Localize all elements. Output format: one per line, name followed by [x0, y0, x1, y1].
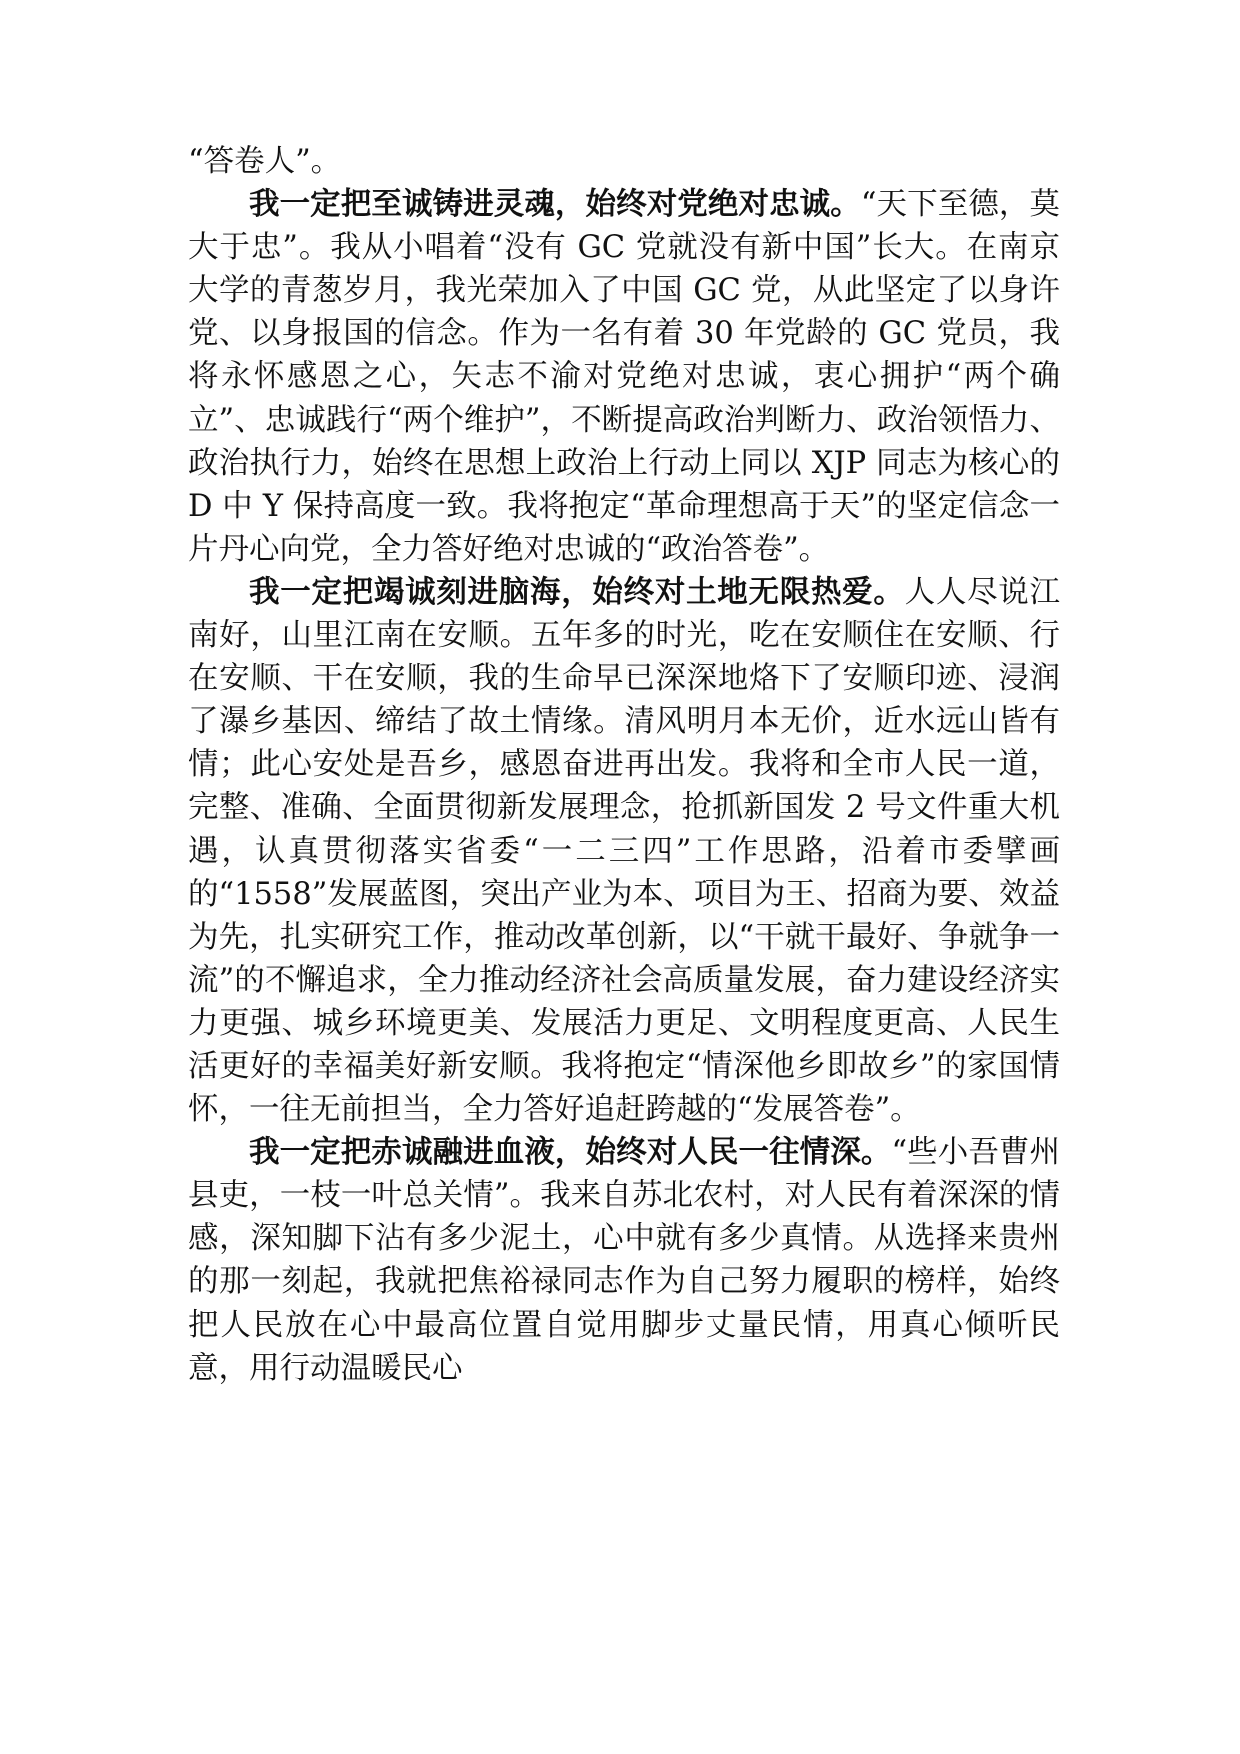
paragraph-land	[188, 571, 1060, 1131]
paragraph-heading: 我一定把赤诚融进血液，始终对人民一往情深。	[249, 1135, 892, 1171]
paragraph-people	[188, 1131, 1060, 1390]
paragraph-body: “些小吾曹州县吏，一枝一叶总关情”。我来自苏北农村，对人民有着深深的情感，深知脚下沾有多少泥土，心中就有多少真情。从选择来贵州的那一刻起，我就把焦裕禄同志作为自己努力履职的榜样，始终把人民放在心中最高位置自觉用脚步丈量民情，用真心倾听民意，用行动温暖民心	[188, 1135, 1061, 1386]
document-page	[188, 140, 1060, 1390]
paragraph-body: “天下至德，莫大于忠”。我从小唱着“没有 GC 党就没有新中国”长大。在南京大学的青葱岁月，我光荣加入了中国 GC 党，从此坚定了以身许党、以身报国的信念。作为一名有着 30 年党龄的 GC 党员，我将永怀感恩之心，矢志不渝对党绝对忠诚，衷心拥护“两个确立”、忠诚践行“两个维护”，不断提高政治判断力、政治领悟力、政治执行力，始终在思想上政治上行动上同以 XJP 同志为核心的 D 中 Y 保持高度一致。我将抱定“革命理想高于天”的坚定信念一片丹心向党，全力答好绝对忠诚的“政治答卷”。	[188, 187, 1061, 567]
paragraph-heading: 我一定把至诚铸进灵魂，始终对党绝对忠诚。	[249, 187, 861, 223]
paragraph-body: “答卷人”。	[188, 144, 342, 179]
paragraph-loyalty	[188, 183, 1060, 571]
paragraph-body: 人人尽说江南好，山里江南在安顺。五年多的时光，吃在安顺住在安顺、行在安顺、干在安顺，我的生命早已深深地烙下了安顺印迹、浸润了瀑乡基因、缔结了故土情缘。清风明月本无价，近水远山皆有情；此心安处是吾乡，感恩奋进再出发。我将和全市人民一道，完整、准确、全面贯彻新发展理念，抢抓新国发 2 号文件重大机遇，认真贯彻落实省委“一二三四”工作思路，沿着市委擘画的“1558”发展蓝图，突出产业为本、项目为王、招商为要、效益为先，扎实研究工作，推动改革创新，以“干就干最好、争就争一流”的不懈追求，全力推动经济社会高质量发展，奋力建设经济实力更强、城乡环境更美、发展活力更足、文明程度更高、人民生活更好的幸福美好新安顺。我将抱定“情深他乡即故乡”的家国情怀，一往无前担当，全力答好追赶跨越的“发展答卷”。	[188, 574, 1061, 1128]
paragraph-heading: 我一定把竭诚刻进脑海，始终对土地无限热爱。	[249, 574, 905, 610]
paragraph-continuation	[188, 140, 1060, 183]
